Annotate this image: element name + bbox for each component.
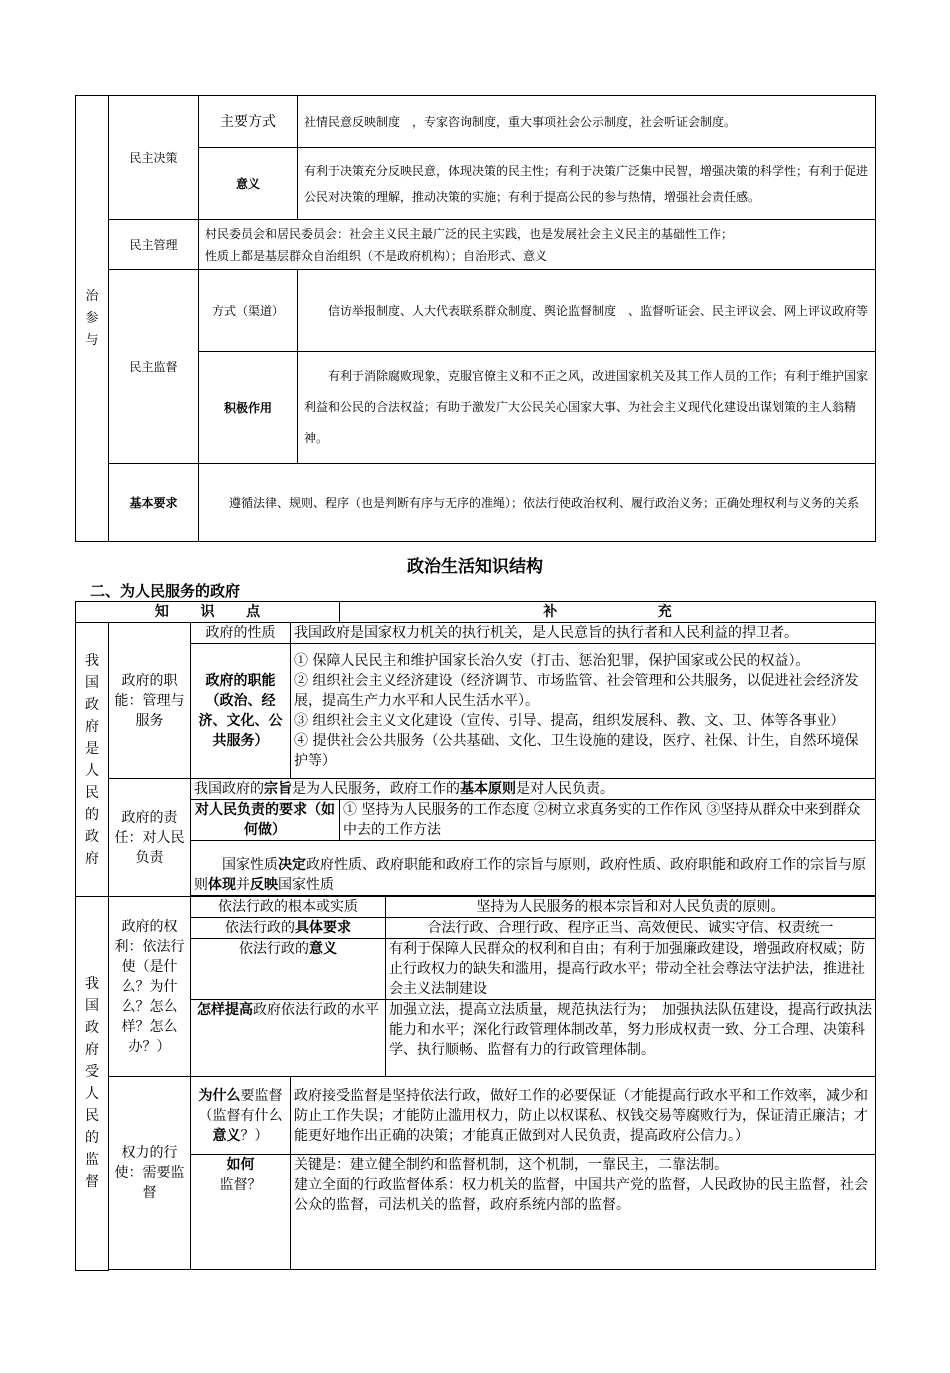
duty-item-2: ② 组织社会主义经济建设（经济调节、市场监管、社会管理和公共服务，以促进社会经济发展，提高生产力水平和人民生活水平）。: [294, 673, 859, 709]
law-meaning-a: 依法行政的: [239, 941, 309, 957]
nature-text: 我国政府是国家权力机关的执行机关，是人民意旨的执行者和人民利益的捍卫者。: [291, 623, 876, 644]
state-nature-text: [191, 841, 876, 896]
purpose-c: 是为人民服务，政府工作的: [292, 781, 460, 797]
supervision-way-label: 方式（渠道）: [199, 270, 298, 352]
essence-text: 坚持为人民服务的根本宗旨和对人民负责的原则。: [386, 897, 876, 918]
responsibility-label: 政府的责任：对人民负责: [109, 779, 191, 897]
header-knowledge: [76, 602, 340, 623]
why-label: [191, 1077, 291, 1155]
section-heading: 二、为人民服务的政府: [90, 582, 241, 600]
functions-label: 政府的职能：管理与服务: [109, 623, 191, 779]
why-text: 政府接受监督是坚持依法行政，做好工作的必要保证（才能提高行政水平和工作效率，减少和防止工作失误；才能防止滥用权力，防止以权谋私、权钱交易等腐败行为，保证清正廉洁；才能更好地作出正确的决策；才能真正做到对人民负责，提高政府公信力。）: [291, 1077, 876, 1155]
page-title: 政治生活知识结构: [407, 557, 543, 577]
decision-meaning-text: 有利于决策充分反映民意，体现决策的民主性；有利于决策广泛集中民智，增强决策的科学性；有利于促进公民对决策的理解，推动决策的实施；有利于提高公民的参与热情，增强社会责任感。: [298, 148, 876, 220]
nature-e: 并: [236, 877, 250, 893]
why-b: 要监督（监督有什么: [198, 1087, 283, 1124]
header-k2: 识: [200, 604, 215, 620]
duty-items: [291, 644, 876, 779]
nature-c: 政府性质、政府职能和政府工作的宗旨与原则，政府性质、政府职能和政府工作的宗旨与原则: [194, 857, 866, 893]
block2-label: 我国政府受人民的监督: [85, 976, 99, 1191]
how-label: [191, 1155, 291, 1270]
duty-item-1: ① 保障人民民主和维护国家长治久安（打击、惩治犯罪，保护国家或公民的权益）。: [294, 653, 810, 669]
supervision-label: 民主监督: [109, 270, 199, 464]
req-label: 对人民负责的要求（如何做）: [191, 800, 340, 841]
law-meaning-label: [191, 939, 386, 1000]
purpose-text: [191, 779, 876, 800]
law-req-b: 具体要求: [295, 920, 351, 936]
supervision-role-text: 有利于消除腐败现象，克服官僚主义和不正之风，改进国家机关及其工作人员的工作；有利于维护国家利益和公民的合法权益；有助于激发广大公民关心国家大事、为社会主义现代化建设出谋划策的主人翁精神。: [298, 352, 876, 464]
how-b: 监督？: [219, 1177, 262, 1193]
block2-label-cell: [76, 897, 109, 1271]
block1-label-cell: [76, 623, 109, 897]
decision-method-text: 社情民意反映制度 ，专家咨询制度，重大事项社会公示制度，社会听证会制度。: [298, 96, 876, 148]
purpose-e: 是对人民负责。: [516, 781, 614, 797]
why-a: 为什么: [198, 1087, 241, 1104]
req-text: ① 坚持为人民服务的工作态度 ②树立求真务实的工作作风 ③坚持从群众中来到群众中去的工作方法: [340, 800, 876, 841]
power-label: 权力的行使：需要监督: [109, 1077, 191, 1270]
supervision-role-label: 积极作用: [199, 352, 298, 464]
law-improve-text: 加强立法，提高立法质量，规范执法行为； 加强执法队伍建设，提高行政执法能力和水平；深化行政管理体制改革，努力形成权责一致、分工合理、决策科学、执行顺畅、监督有力的行政管理体制。: [386, 1000, 876, 1077]
law-meaning-text: 有利于保障人民群众的权利和自由；有利于加强廉政建设，增强政府权威；防止行政权力的缺失和滥用，提高行政水平；带动全社会尊法守法护法，推进社会主义法制建设: [386, 939, 876, 1000]
purpose-b: 宗旨: [264, 781, 292, 797]
duty-item-4: ④ 提供社会公共服务（公共基础、文化、卫生设施的建设，医疗、社保、计生，自然环境保护等）: [294, 733, 859, 769]
nature-a: 国家性质: [222, 857, 278, 873]
supervision-way-text: 信访举报制度、人大代表联系群众制度、舆论监督制度 、监督听证会、民主评议会、网上评议政府等: [298, 270, 876, 352]
how-text-2: 建立全面的行政监督体系：权力机关的监督，中国共产党的监督，人民政协的民主监督，社会公众的监督，司法机关的监督，政府系统内部的监督。: [294, 1177, 868, 1213]
header-supplement: [340, 602, 876, 623]
law-req-text: 合法行政、合理行政、程序正当、高效便民、诚实守信、权责统一: [386, 918, 876, 939]
law-meaning-b: 意义: [309, 941, 337, 957]
header-s2: 充: [657, 604, 672, 620]
how-a: 如何: [226, 1157, 255, 1173]
law-req-label: [191, 918, 386, 939]
nature-b: 决定: [278, 857, 306, 873]
duty-label: 政府的职能（政治、经济、文化、公共服务）: [191, 644, 291, 779]
nature-label: 政府的性质: [191, 623, 291, 644]
side-label-cell: [76, 96, 109, 542]
management-line-1: 村民委员会和居民委员会：社会主义民主最广泛的民主实践，也是发展社会主义民主的基础性工作；: [205, 226, 734, 241]
how-text-1: 关键是：建立健全制约和监督机制，这个机制，一靠民主，二靠法制。: [294, 1157, 728, 1173]
political-participation-table: [75, 95, 876, 542]
decision-label: 民主决策: [109, 96, 199, 220]
decision-method-label: 主要方式: [199, 96, 298, 148]
law-improve-label: [191, 1000, 386, 1077]
management-label: 民主管理: [109, 220, 199, 270]
law-improve-b: 政府依法行政的水平: [253, 1002, 379, 1018]
decision-meaning-label: 意义: [199, 148, 298, 220]
how-text: [291, 1155, 876, 1270]
basic-requirement-text: 遵循法律、规则、程序（也是判断有序与无序的准绳）；依法行使政治权利、履行政治义务；正确处理权利与义务的关系: [199, 464, 876, 542]
header-k3: 点: [246, 604, 261, 620]
government-knowledge-table: [75, 601, 876, 1271]
nature-g: 国家性质: [278, 877, 334, 893]
basic-requirement-label: 基本要求: [109, 464, 199, 542]
side-label: 治参与: [85, 288, 99, 348]
law-label: 政府的权利：依法行使（是什么？为什么？怎么样？怎么办？）: [109, 897, 191, 1077]
header-s1: 补: [543, 604, 558, 620]
why-d: ？）: [240, 1127, 269, 1144]
law-req-a: 依法行政的: [225, 920, 295, 936]
law-improve-a: 怎样提高: [197, 1002, 253, 1018]
management-line-2: 性质上都是基层群众自治组织（不是政府机构）；自治形式、意义: [205, 248, 548, 263]
nature-f: 反映: [250, 877, 278, 893]
purpose-a: 我国政府的: [194, 781, 264, 797]
purpose-d: 基本原则: [460, 781, 516, 797]
essence-label: 依法行政的根本或实质: [191, 897, 386, 918]
why-c: 意义: [212, 1127, 241, 1144]
management-text: [199, 220, 876, 270]
nature-d: 体现: [208, 877, 236, 893]
block1-label: 我国政府是人民的政府: [85, 652, 99, 867]
header-k1: 知: [154, 604, 169, 620]
duty-item-3: ③ 组织社会主义文化建设（宣传、引导、提高，组织发展科、教、文、卫、体等各事业）: [294, 713, 845, 729]
